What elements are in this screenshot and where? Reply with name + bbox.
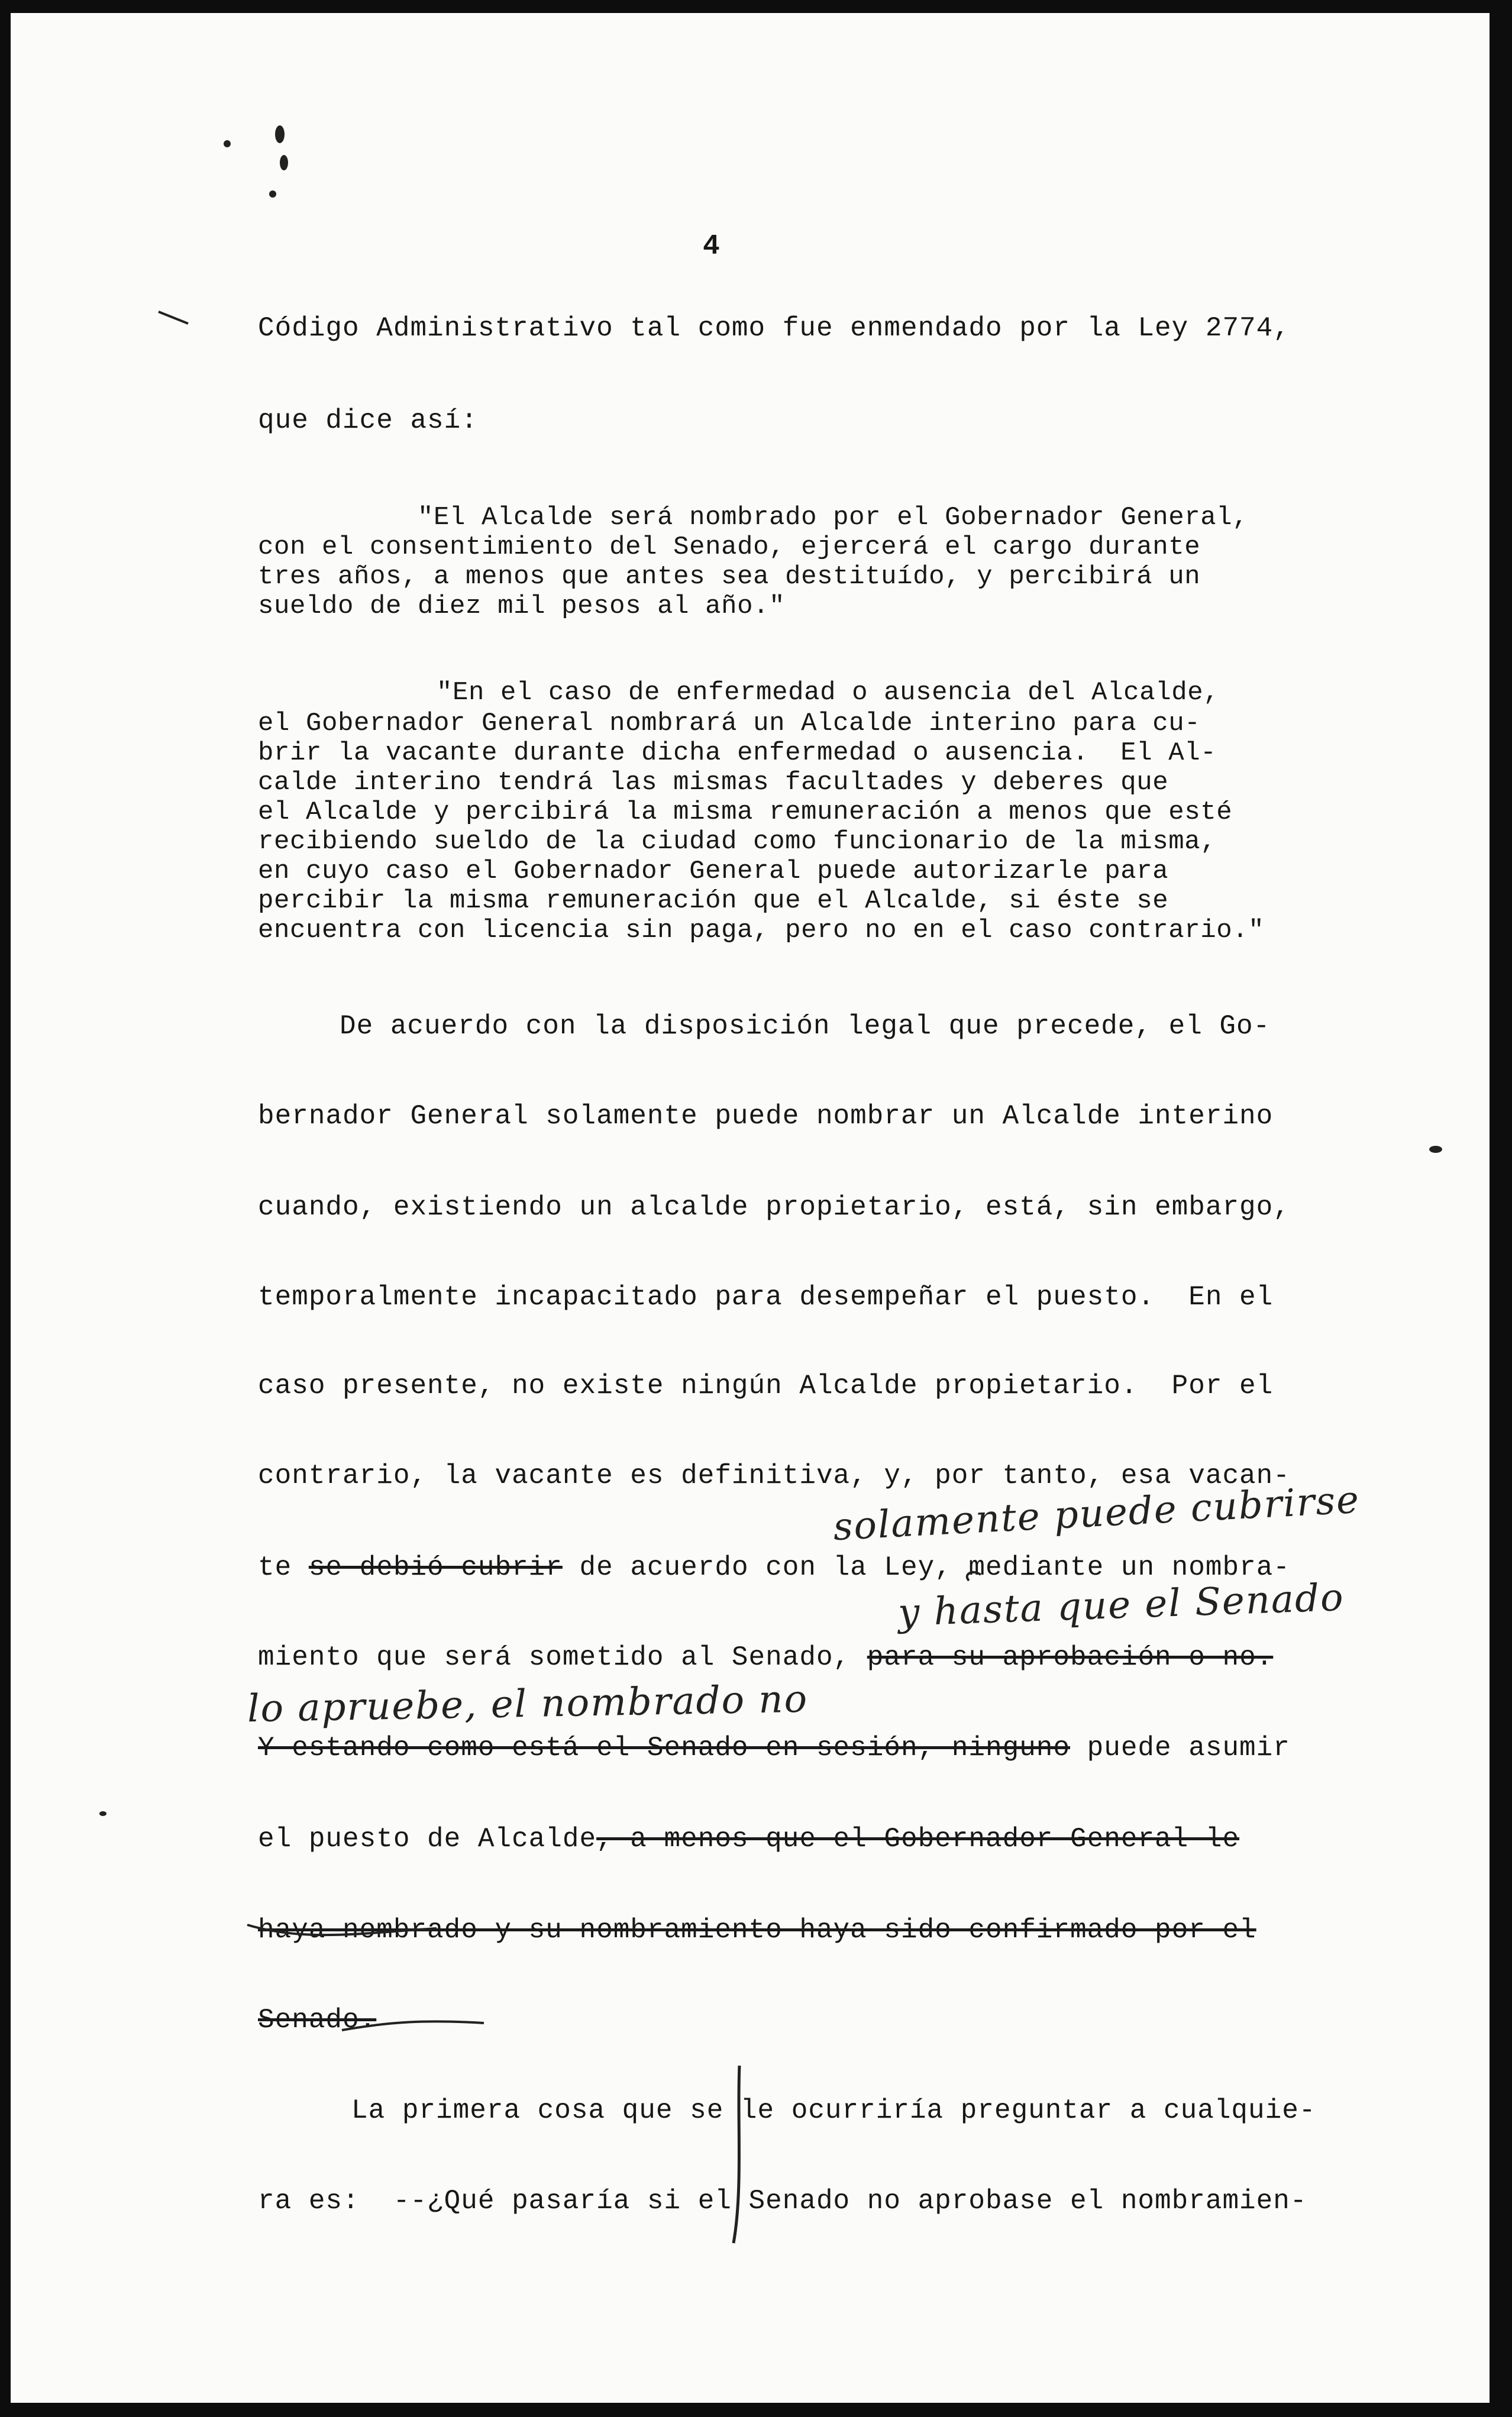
struck-text: , a menos que el Gobernador General le <box>596 1824 1240 1854</box>
struck-text: para su aprobación o no. <box>867 1642 1274 1673</box>
text-line <box>258 1825 1239 1853</box>
text-line: La primera cosa que se le ocurriría preguntar a cualquie- <box>351 2095 1316 2126</box>
text-line: De acuerdo con la disposición legal que precede, el Go- <box>340 1011 1271 1042</box>
handwritten-note: solamente puede cubrirse <box>832 1478 1361 1550</box>
quote-line: brir la vacante durante dicha enfermedad o ausencia. El Al- <box>258 738 1217 768</box>
text-fragment: puede asumir <box>1070 1733 1290 1763</box>
struck-text: haya nombrado y su nombramiento haya sido confirmado por el <box>258 1915 1256 1946</box>
page-number: 4 <box>703 231 720 263</box>
ink-speck <box>280 155 288 170</box>
text-line <box>258 1734 1290 1762</box>
text-line: que dice así: <box>258 405 478 436</box>
margin-mark <box>159 312 188 324</box>
quote-line: en cuyo caso el Gobernador General puede autorizarle para <box>258 857 1169 886</box>
text-fragment: te <box>258 1552 309 1583</box>
quote-line: el Gobernador General nombrará un Alcalde interino para cu- <box>258 709 1201 738</box>
vertical-pen-line <box>734 2066 739 2243</box>
text-line <box>258 1554 1290 1581</box>
document-page <box>11 13 1490 2403</box>
ink-speck <box>99 1811 106 1816</box>
handwritten-note: y hasta que el Senado <box>897 1575 1345 1636</box>
text-fragment: miento que será sometido al Senado, <box>258 1642 867 1673</box>
quote-line: "En el caso de enfermedad o ausencia del Alcalde, <box>437 678 1220 707</box>
text-line: ra es: --¿Qué pasaría si el Senado no aprobase el nombramien- <box>258 2186 1307 2216</box>
quote-line: "El Alcalde será nombrado por el Gobernador General, <box>418 503 1249 532</box>
text-line: cuando, existiendo un alcalde propietario, está, sin embargo, <box>258 1192 1290 1223</box>
ink-speck <box>269 190 276 198</box>
handwritten-note: lo apruebe, el nombrado no <box>247 1677 809 1731</box>
quote-line: recibiendo sueldo de la ciudad como funcionario de la misma, <box>258 827 1217 857</box>
quote-line: encuentra con licencia sin paga, pero no en el caso contrario." <box>258 916 1265 945</box>
quote-line: calde interino tendrá las mismas facultades y deberes que <box>258 768 1169 797</box>
quote-line: tres años, a menos que antes sea destituído, y percibirá un <box>258 562 1201 592</box>
quote-line: con el consentimiento del Senado, ejercerá el cargo durante <box>258 532 1201 562</box>
ink-speck <box>224 140 231 147</box>
quote-line: el Alcalde y percibirá la misma remuneración a menos que esté <box>258 797 1233 827</box>
struck-text: Senado. <box>258 2005 377 2035</box>
struck-text: se debió cubrir <box>308 1552 563 1583</box>
struck-text: Y estando como está el Senado en sesión, ninguno <box>258 1733 1071 1763</box>
text-fragment: el puesto de Alcalde <box>258 1824 597 1854</box>
text-line: contrario, la vacante es definitiva, y, por tanto, esa vacan- <box>258 1460 1290 1491</box>
quote-line: percibir la misma remuneración que el Alcalde, si éste se <box>258 886 1169 916</box>
text-line: Código Administrativo tal como fue enmendado por la Ley 2774, <box>258 313 1290 344</box>
ink-speck <box>275 125 285 143</box>
text-line: caso presente, no existe ningún Alcalde propietario. Por el <box>258 1371 1274 1401</box>
quote-line: sueldo de diez mil pesos al año." <box>258 592 786 621</box>
text-line: bernador General solamente puede nombrar un Alcalde interino <box>258 1101 1274 1132</box>
ink-speck <box>1429 1146 1442 1153</box>
text-line <box>258 1644 1273 1671</box>
text-line: temporalmente incapacitado para desempeñar el puesto. En el <box>258 1282 1274 1313</box>
text-fragment: de acuerdo con la Ley, mediante un nombra- <box>562 1552 1290 1583</box>
